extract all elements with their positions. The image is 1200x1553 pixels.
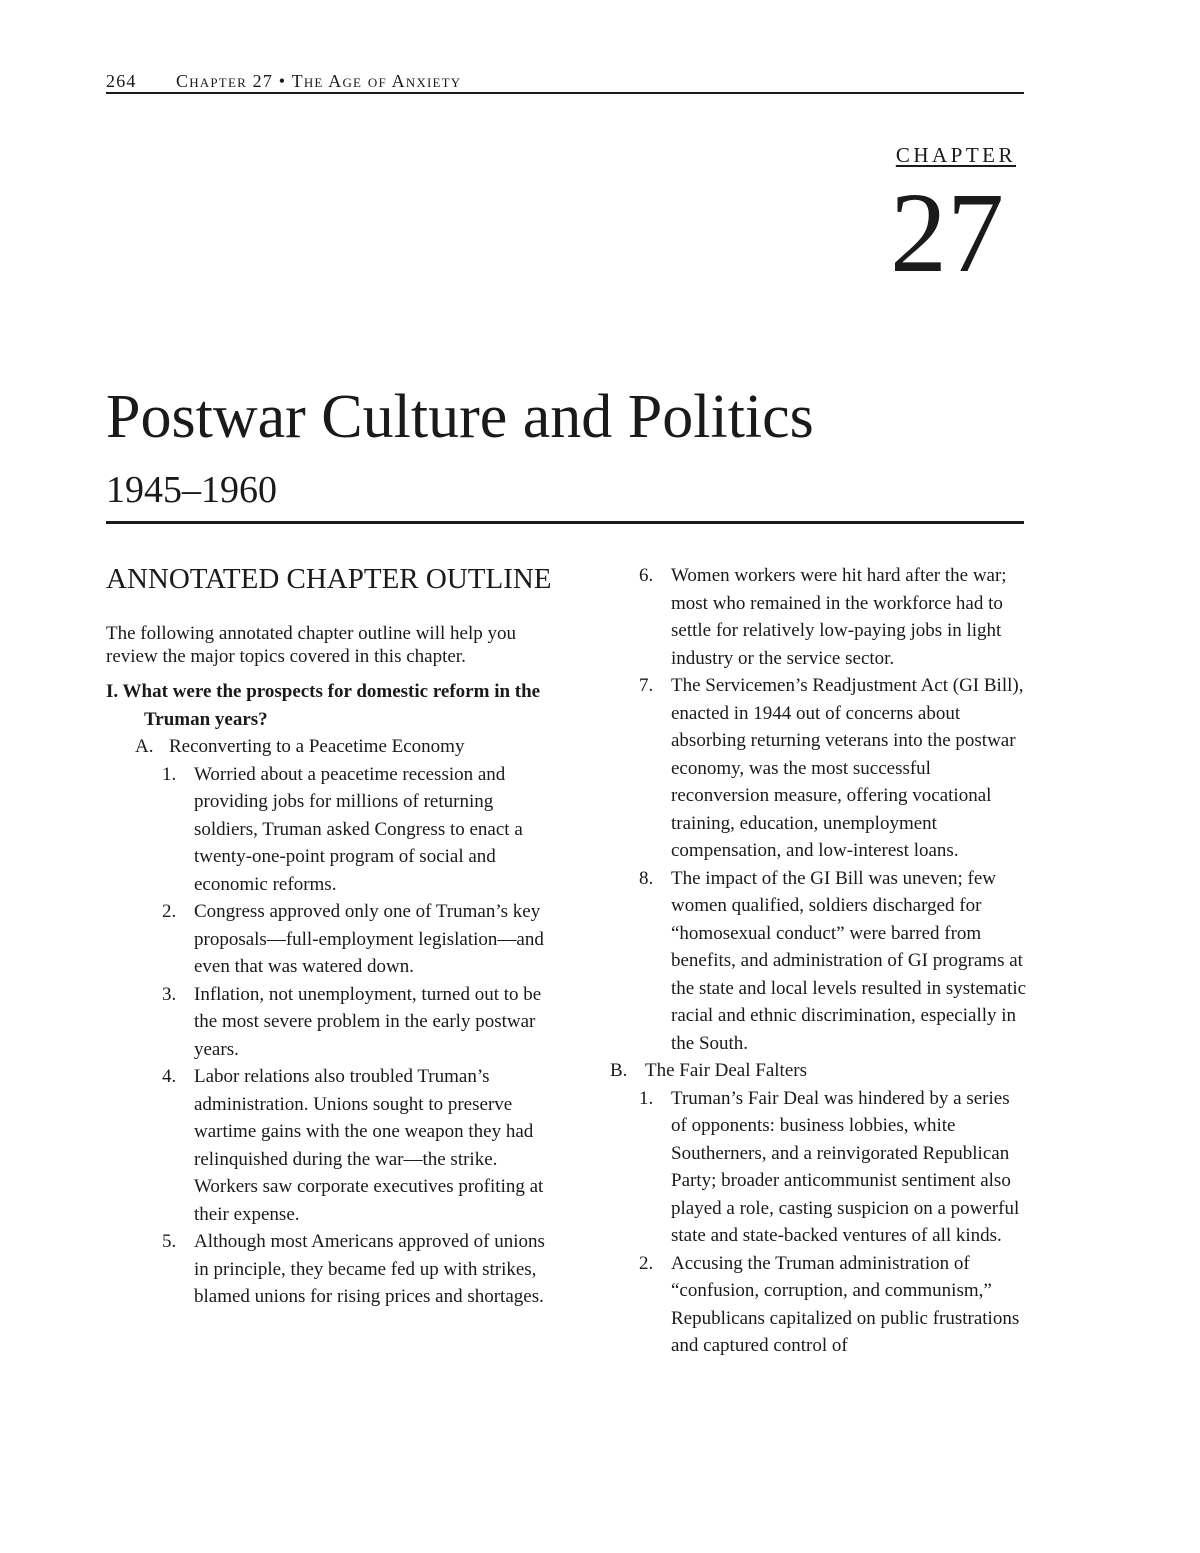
list-item [610, 1085, 1030, 1250]
item-text: The Servicemen’s Readjustment Act (GI Bill), enacted in 1944 out of concerns about absorbing returning veterans into the postwar economy, was the most successful reconversion measure, offering vocational training, education, unemployment compensation, and low-interest loans. [671, 675, 1024, 861]
left-column [106, 562, 552, 1311]
list-item [610, 865, 1030, 1058]
item-number: 1. [162, 763, 177, 785]
list-item [610, 1250, 1030, 1360]
title-rule [106, 521, 1024, 524]
item-number: 8. [639, 867, 654, 889]
item-text: Worried about a peacetime recession and providing jobs for millions of returning soldiers, Truman asked Congress to enact a twenty-one-point program of social and economic reforms. [194, 763, 523, 895]
list-item [106, 761, 552, 899]
section-a-list-right [610, 562, 1030, 1057]
item-number: 1. [639, 1087, 654, 1109]
item-text: Accusing the Truman administration of “confusion, corruption, and communism,” Republicans capitalized on public frustrations and captured control of [671, 1252, 1020, 1356]
section-a-heading [106, 733, 552, 761]
item-text: Congress approved only one of Truman’s key proposals—full-employment legislation—and even that was watered down. [194, 901, 544, 977]
item-text: Labor relations also troubled Truman’s administration. Unions sought to preserve wartime gains with the one weapon they had relinquished during the war—the strike. Workers saw corporate executives profiting at their expense. [194, 1066, 544, 1225]
running-title: Chapter 27 • The Age of Anxiety [176, 71, 462, 91]
list-item [106, 898, 552, 981]
list-item [106, 1063, 552, 1228]
section-b-title: The Fair Deal Falters [645, 1060, 807, 1081]
item-number: 6. [639, 565, 654, 586]
section-a-list-left [106, 761, 552, 1311]
list-item [106, 1228, 552, 1311]
section-a-title: Reconverting to a Peacetime Economy [169, 736, 465, 757]
right-column [610, 562, 1030, 1360]
outline-question: I. What were the prospects for domestic reform in the Truman years? [106, 681, 541, 730]
item-text: Truman’s Fair Deal was hindered by a series of opponents: business lobbies, white Southerners, and a reinvigorated Republican Party; broader anticommunist sentiment also played a role, casting suspicion on a powerful state and state-backed ventures of all kinds. [671, 1087, 1020, 1246]
item-text: Although most Americans approved of unions in principle, they became fed up with strikes, blamed unions for rising prices and shortages. [194, 1231, 545, 1307]
item-number: 7. [639, 675, 654, 696]
chapter-label: CHAPTER [895, 143, 1016, 167]
chapter-number: 27 [890, 169, 1004, 296]
item-number: 4. [162, 1066, 177, 1087]
outline-heading: ANNOTATED CHAPTER OUTLINE [106, 563, 552, 595]
section-b-heading [610, 1057, 1030, 1085]
list-item [106, 981, 552, 1064]
page-number: 264 [106, 71, 137, 91]
item-text: Women workers were hit hard after the war; most who remained in the workforce had to settle for relatively low-paying jobs in light industry or the service sector. [671, 565, 1007, 669]
list-item [610, 562, 1030, 672]
outline-intro: The following annotated chapter outline will help you review the major topics covered in this chapter. [106, 623, 516, 667]
running-head [106, 70, 1024, 94]
chapter-title: Postwar Culture and Politics [106, 383, 814, 451]
section-b-list [610, 1085, 1030, 1360]
list-item [610, 672, 1030, 865]
section-a-label: A. [135, 736, 154, 757]
item-text: The impact of the GI Bill was uneven; few women qualified, soldiers discharged for “homosexual conduct” were barred from benefits, and administration of GI programs at the state and local levels resulted in systematic racial and ethnic discrimination, especially in the South. [671, 867, 1027, 1054]
item-number: 2. [162, 901, 177, 922]
item-number: 2. [639, 1252, 654, 1274]
item-number: 5. [162, 1231, 177, 1252]
item-number: 3. [162, 983, 177, 1005]
chapter-dates: 1945–1960 [106, 469, 277, 511]
section-b-label: B. [610, 1060, 628, 1081]
item-text: Inflation, not unemployment, turned out to be the most severe problem in the early postwar years. [194, 983, 542, 1060]
